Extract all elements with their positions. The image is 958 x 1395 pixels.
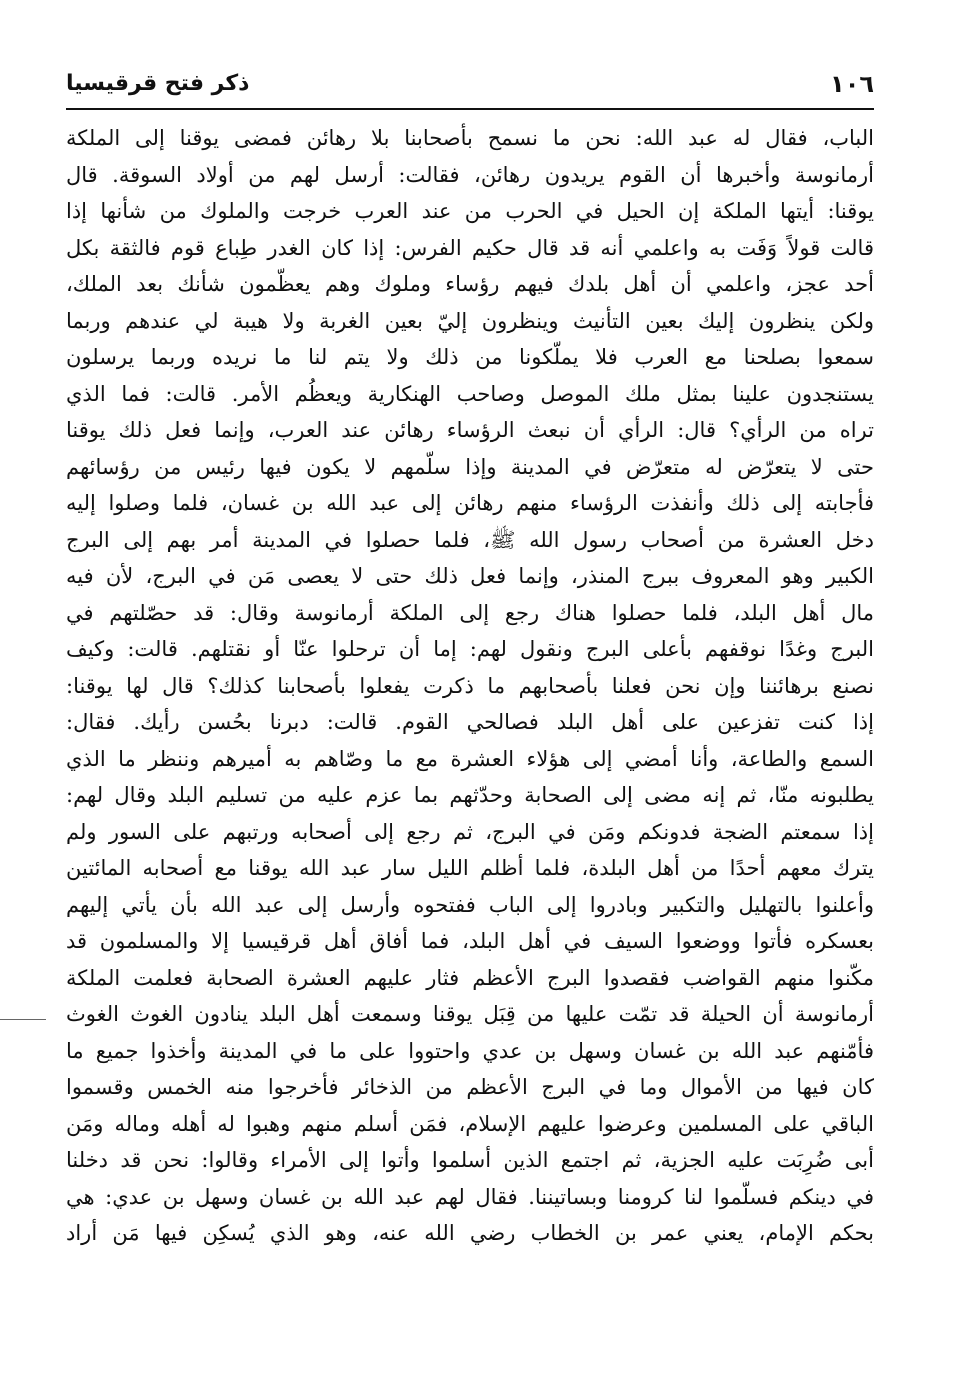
text-line: أحد عجز، واعلمي أن أهل بلدك فيهم رؤساء وملوك وهم يعظّمون شأنك بعد الملك، xyxy=(66,272,874,296)
text-line: إذا كنت تفزعين على أهل البلد فصالحي القوم. قالت: دبرنا بحُسن رأيك. فقال: xyxy=(66,710,874,734)
text-line: يوقنا: أيتها الملكة إن الحيل في الحرب من عند العرب خرجت والملوك من شأنها إذا xyxy=(66,199,874,223)
text-line: تراه من الرأي؟ قال: الرأي أن نبعث الرؤساء رهائن عند العرب، وإنما فعل ذلك يوقنا xyxy=(66,418,874,442)
text-line: البرج وغدًا نوقفهم بأعلى البرج ونقول لهم: إما أن ترحلوا عنّا أو نقتلهم. قالت: وكيف xyxy=(66,637,874,661)
body-text xyxy=(66,120,874,1252)
text-line: أرمانوسة وأخبرها أن القوم يريدون رهائن، فقالت: أرسل لهم من أولاد السوقة. قال xyxy=(66,162,874,187)
text-line: في دينكم فسلّموا لنا كرومنا وبساتيننا. فقال لهم عبد الله بن غسان وسهل بن عدي: هي xyxy=(66,1184,874,1209)
text-line: أرمانوسة أن الحيلة قد تمّت عليها من قِبَل يوقنا وسمعت أهل البلد ينادون الغوث الغوث xyxy=(66,1002,874,1026)
text-line: كان فيها من الأموال وما في البرج الأعظم من الذخائر فأخرجوا منه الخمس وقسموا xyxy=(66,1075,874,1099)
text-line: الباب، فقال له عبد الله: نحن ما نسمح بأصحابنا بلا رهائن فمضى يوقنا إلى الملكة xyxy=(66,126,874,150)
text-line: السمع والطاعة، وأنا أمضي إلى هؤلاء العشرة مع ما وصّاهم به أميرهم وننظر ما الذي xyxy=(66,746,874,771)
text-line: مكّنوا منهم القواضب فقصدوا البرج الأعظم فثار عليهم العشرة الصحابة فعلمت الملكة xyxy=(66,965,874,990)
text-line: دخل العشرة من أصحاب رسول الله ﷺ، فلما حصلوا في المدينة أمر بهم إلى البرج xyxy=(66,527,874,552)
text-line: وأعلنوا بالتهليل والتكبير وبادروا إلى الباب ففتحوه وأرسل إلى عبد الله بأن يأتي إليهم xyxy=(66,892,874,917)
text-line: حتى لا يتعرّض له متعرّض في المدينة وإذا سلّمهم لا يكون فيها رئيس من رؤسائهم xyxy=(66,454,874,479)
text-line: بعسكره فأتوا ووضعوا السيف في أهل البلد، فما أفاق أهل قرقيسيا إلا والمسلمون قد xyxy=(66,929,874,953)
text-line: بحكم الإمام، يعني عمر بن الخطاب رضي الله عنه، وهو الذي يُسكِن فيها مَن أراد xyxy=(66,1221,874,1245)
text-line: يطلبونه منّا، ثم إنه مضى إلى الصحابة وحدّثهم بما عزم عليه من تسليم البلد وقال لهم: xyxy=(66,783,874,807)
text-line: فأجابته إلى ذلك وأنفذت الرؤساء منهم رهائن إلى عبد الله بن غسان، فلما وصلوا إليه xyxy=(66,491,874,515)
header-rule xyxy=(66,108,874,110)
text-line: قالت قولاً وَفَت به واعلمي أنه قد قال حكيم الفرس: إذا كان الغدر طِباع قوم فالثقة بكل xyxy=(66,235,874,260)
text-line: يترك معهم أحدًا من أهل البلدة، فلما أظلم الليل سار عبد الله يوقنا مع أصحابه المائتين xyxy=(66,856,874,880)
running-title: ذكر فتح قرقيسيا xyxy=(66,71,250,96)
text-line: ولكن ينظرون إليك بعين التأنيث وينظرون إليّ بعين الغربة ولا هيبة لي عندهم وربما xyxy=(66,308,874,333)
text-line: نصنع برهائننا وإن نحن فعلنا بأصحابهم ما ذكرت يفعلوا بأصحابنا كذلك؟ قال لها يوقنا: xyxy=(66,673,874,698)
margin-mark xyxy=(0,1019,46,1020)
text-line: الباقي على المسلمين وعرضوا عليهم الإسلام، فمَن أسلم منهم وهبوا له أهله وماله ومَن xyxy=(66,1111,874,1136)
text-line: أبى ضُرِبَت عليه الجزية، ثم اجتمع الذين أسلموا وأتوا إلى الأمراء وقالوا: نحن قد دخلنا xyxy=(66,1148,874,1172)
text-line: سمعوا بصلحنا مع العرب فلا يملّكونا من ذلك ولا يتم لنا ما نريده وربما يرسلون xyxy=(66,345,874,369)
page-header xyxy=(66,68,874,102)
text-line: فأمّنهم عبد الله بن غسان وسهل بن عدي واحتووا على ما في المدينة وأخذوا جميع ما xyxy=(66,1038,874,1063)
page-number: ١٠٦ xyxy=(830,70,874,98)
text-line: الكبير وهو المعروف ببرج المنذر، وإنما فعل ذلك حتى لا يعصى مَن في البرج، لأن فيه xyxy=(66,564,874,588)
text-line: مال أهل البلد، فلما حصلوا هناك رجع إلى الملكة أرمانوسة وقال: قد حصّلتهم في xyxy=(66,600,874,625)
text-line: إذا سمعتم الضجة فدونكم ومَن في البرج، ثم رجع إلى أصحابه ورتبهم على السور ولم xyxy=(66,819,874,844)
text-line: يستنجدون علينا بمثل ملك الموصل وصاحب الهنكارية ويعظُم الأمر. قالت: فما الذي xyxy=(66,381,874,406)
